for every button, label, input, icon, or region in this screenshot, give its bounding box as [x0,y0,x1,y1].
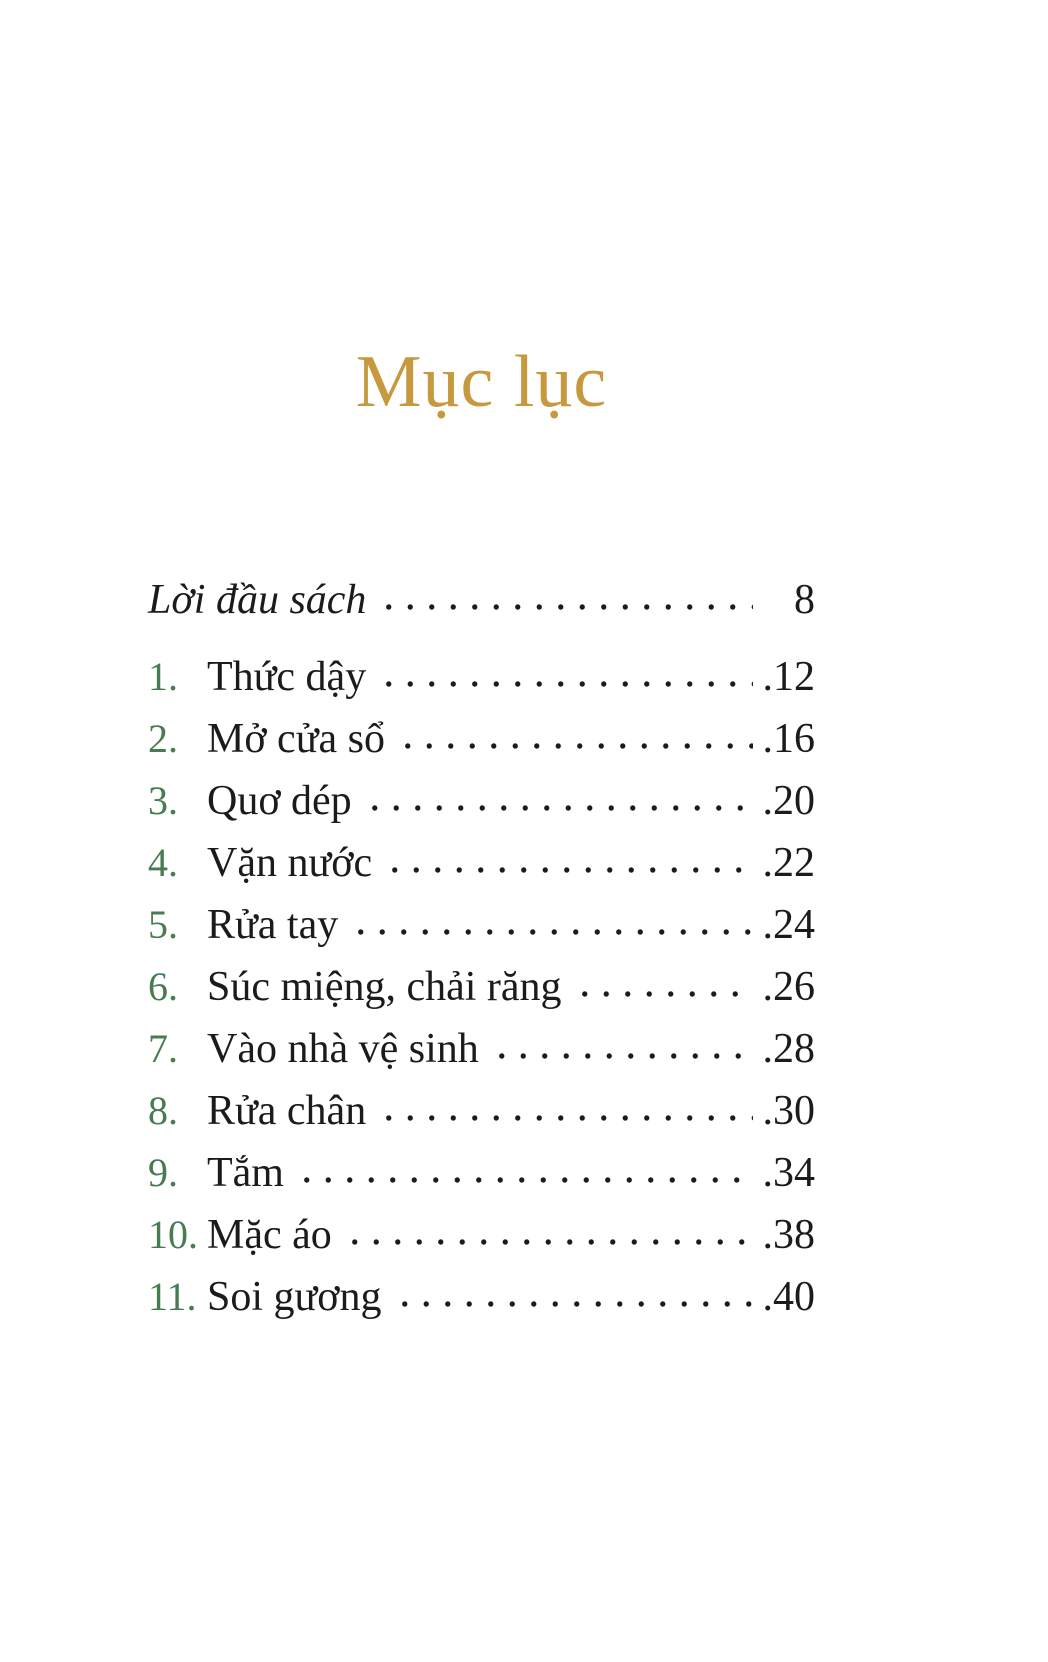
dot-leader [296,1142,753,1204]
toc-item-number: 1. [148,653,178,699]
toc-item-label: Súc miệng, chải răng [207,963,562,1010]
toc-item [148,646,815,708]
toc-item-label: Rửa tay [207,901,339,948]
toc-item [148,894,815,956]
toc-item-number: 3. [148,777,178,823]
toc-item-page: .38 [762,1211,815,1258]
toc-item-label: Vặn nước [207,839,373,886]
page-title: Mục lục [355,341,608,423]
toc-item [148,1018,815,1080]
toc-intro-page: 8 [794,576,815,623]
toc-item-number: 8. [148,1087,178,1133]
toc-item-page: .22 [762,839,815,886]
dot-leader [378,1080,753,1142]
toc-item-label: Mặc áo [207,1211,332,1258]
dot-leader [397,708,753,770]
dot-leader [378,569,753,631]
toc-item-page: .34 [762,1149,815,1196]
toc-item [148,1266,815,1328]
toc-item [148,832,815,894]
toc-item-page: .12 [762,653,815,700]
toc-item [148,1204,815,1266]
toc-item [148,1142,815,1204]
toc-item-number: 7. [148,1025,178,1071]
toc-item-label: Rửa chân [207,1087,367,1134]
toc-intro-row [148,569,815,631]
toc-item-page: .40 [762,1273,815,1320]
dot-leader [378,646,753,708]
toc-item-label: Tắm [207,1149,284,1196]
toc-item-number: 9. [148,1149,178,1195]
toc-item-number: 2. [148,715,178,761]
toc-item-number: 4. [148,839,178,885]
dot-leader [344,1204,753,1266]
dot-leader [574,956,753,1018]
toc-item-label: Thức dậy [207,653,367,700]
toc-item-label: Soi gương [207,1273,382,1320]
toc-item-page: .26 [762,963,815,1010]
toc-item-page: .30 [762,1087,815,1134]
dot-leader [350,894,753,956]
toc-item [148,708,815,770]
dot-leader [491,1018,753,1080]
dot-leader [364,770,753,832]
toc-item-number: 5. [148,901,178,947]
toc-item-page: .16 [762,715,815,762]
toc-item-label: Quơ dép [207,777,352,824]
toc-item-number: 10. [148,1211,198,1257]
toc-item-page: .28 [762,1025,815,1072]
table-of-contents [148,569,815,1328]
toc-item-label: Mở cửa sổ [207,715,385,762]
dot-leader [384,832,753,894]
toc-item-page: .20 [762,777,815,824]
toc-intro-label: Lời đầu sách [148,576,367,623]
toc-item [148,1080,815,1142]
toc-item-label: Vào nhà vệ sinh [207,1025,479,1072]
toc-item [148,770,815,832]
toc-item [148,956,815,1018]
toc-list [148,646,815,1328]
dot-leader [394,1266,753,1328]
toc-item-page: .24 [762,901,815,948]
toc-item-number: 6. [148,963,178,1009]
toc-item-number: 11. [148,1273,197,1319]
